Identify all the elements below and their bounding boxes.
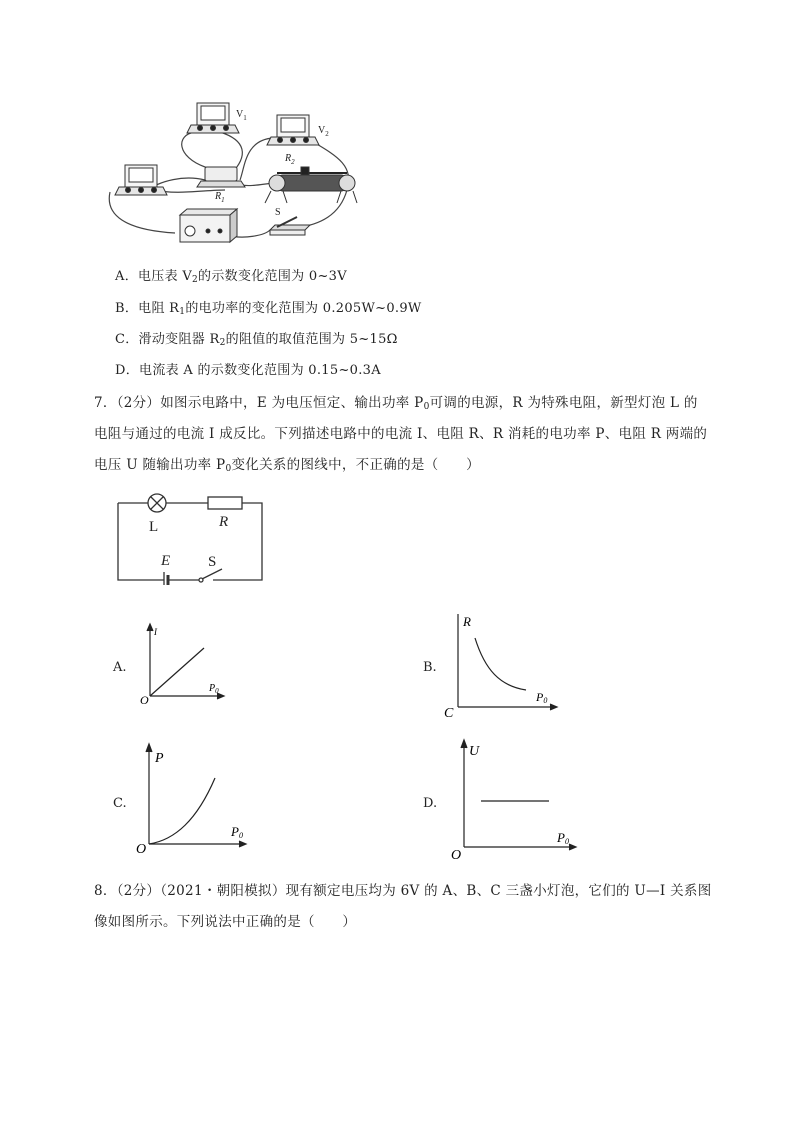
svg-text:V1: $V_1$ [236, 109, 247, 122]
svg-text:S: S [208, 554, 217, 570]
q6-option-c: C．滑动变阻器 $R_2$的阻值的取值范围为 5~15Ω [115, 332, 398, 348]
svg-text:R: R [463, 614, 471, 629]
svg-text:L: L [149, 519, 159, 535]
graph-c [135, 740, 250, 855]
option-a-letter: A. [113, 660, 127, 675]
q7-stem-line3: 电压 U 随输出功率 $P_0$变化关系的图线中，不正确的是（ ） [94, 457, 480, 474]
q7-stem-line2: 电阻与通过的电流 I 成反比。下列描述电路中的电流 I、电阻 R、R 消耗的电功率 P、电阻 R 两端的 [94, 426, 708, 442]
svg-text:P: P [155, 751, 164, 766]
ammeter [115, 165, 167, 195]
q6-option-d: D．电流表 A 的示数变化范围为 0.15~0.3A [115, 363, 381, 378]
svg-text:O: O [140, 693, 149, 707]
voltmeter-v2 [267, 115, 319, 145]
svg-text:P0: P0 [557, 830, 569, 846]
graph-a-curve [150, 648, 204, 696]
svg-text:R2: $R_2$ [285, 153, 295, 166]
power-supply [180, 209, 237, 242]
svg-text:C: C [444, 706, 454, 720]
svg-text:P0: P0 [536, 690, 548, 705]
graph-b [440, 610, 565, 720]
q7-stem-line1: 7．（2分）如图示电路中，E 为电压恒定、输出功率 $P_0$可调的电源，R 为特殊电阻，新型灯泡 L 的 [94, 395, 698, 412]
svg-text:O: O [136, 842, 147, 855]
q8-stem-line2: 像如图所示。下列说法中正确的是（ ） [94, 914, 357, 930]
svg-text:S: S [275, 207, 281, 218]
switch-s [270, 217, 310, 235]
svg-text:R: R [219, 514, 229, 530]
apparatus-figure [105, 95, 365, 250]
svg-text:I: I [154, 627, 157, 637]
graph-b-curve [475, 638, 526, 690]
resistor-symbol [208, 497, 242, 509]
svg-text:E: E [161, 553, 171, 569]
rheostat-r2 [265, 167, 357, 203]
svg-text:P0: P0 [231, 824, 243, 840]
option-b-letter: B. [423, 660, 437, 675]
q6-option-b: B．电阻 $R_1$的电功率的变化范围为 0.205W~0.9W [115, 301, 422, 317]
q6-option-a: A．电压表 $V_2$的示数变化范围为 0~3V [115, 269, 347, 285]
svg-text:V2: $V_2$ [318, 125, 329, 138]
option-d-letter: D. [423, 796, 438, 811]
option-c-letter: C. [113, 796, 127, 811]
graph-d [445, 735, 580, 860]
svg-text:P0: $P_0$ [209, 683, 219, 695]
circuit-wire [118, 503, 262, 580]
q7-circuit-diagram [110, 485, 270, 585]
q8-stem-line1: 8．（2分）（2021・朝阳模拟）现有额定电压均为 6V 的 A、B、C 三盏小灯泡，它们的 U—I 关系图 [94, 883, 712, 899]
svg-text:U: U [469, 744, 480, 759]
resistor-r1 [197, 167, 245, 187]
svg-text:O: O [451, 848, 462, 860]
graph-c-curve [149, 778, 215, 844]
voltmeter-v1 [187, 103, 239, 133]
svg-text:R1: $R_1$ [215, 191, 225, 204]
graph-a [138, 620, 228, 710]
